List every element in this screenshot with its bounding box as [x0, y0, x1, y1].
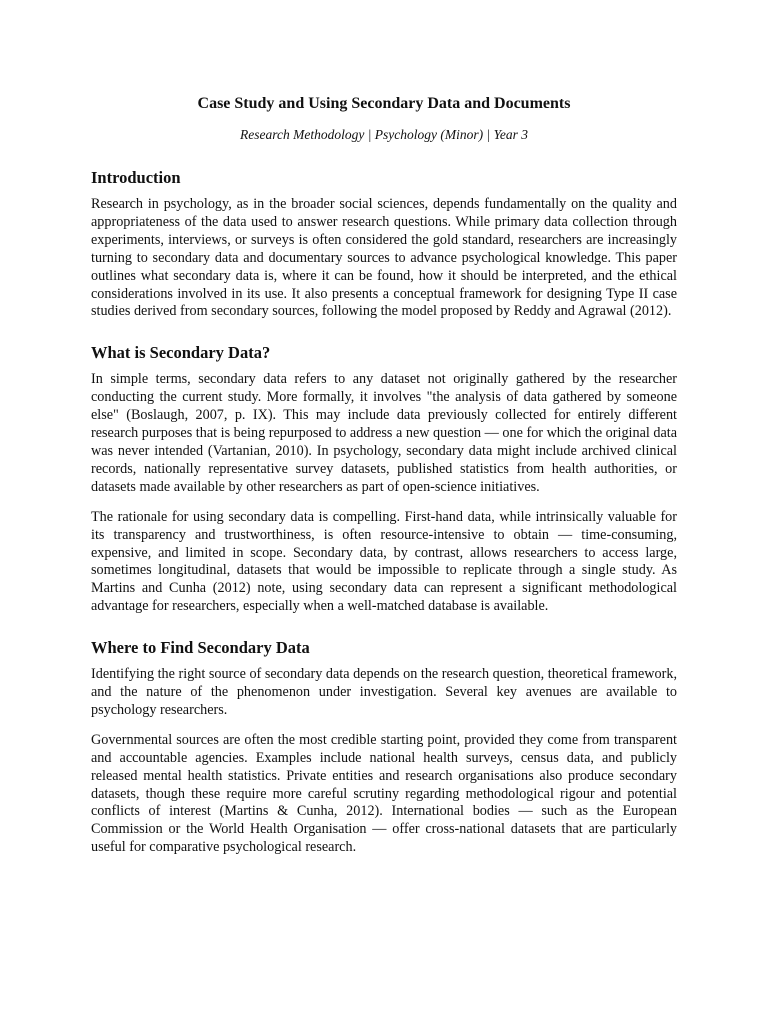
section-what-is-secondary-data — [91, 343, 677, 616]
paragraph: The rationale for using secondary data is compelling. First-hand data, while intrinsically valuable for its transparency and trustworthiness, is often resource-intensive to obtain — time-consuming, expensive, and limited in scope. Secondary data, by contrast, allows researchers to access large, sometimes longitudinal, datasets that would be impossible to replicate through a single study. As Martins and Cunha (2012) note, using secondary data can represent a significant methodological advantage for researchers, especially when a well-matched database is available. — [91, 508, 677, 615]
section-heading-where-to-find-secondary-data: Where to Find Secondary Data — [91, 638, 310, 658]
section-where-to-find-secondary-data — [91, 638, 677, 857]
paragraph: Research in psychology, as in the broader social sciences, depends fundamentally on the quality and appropriateness of the data used to answer research questions. While primary data collection through experiments, interviews, or surveys is often considered the gold standard, researchers are increasingly turning to secondary data and documentary sources to advance psychological knowledge. This paper outlines what secondary data is, where it can be found, how it should be interpreted, and the ethical considerations involved in its use. It also presents a conceptual framework for designing Type II case studies derived from secondary sources, following the model proposed by Reddy and Agrawal (2012). — [91, 196, 677, 320]
paragraph: Governmental sources are often the most credible starting point, provided they come from transparent and accountable agencies. Examples include national health surveys, census data, and publicly released mental health statistics. Private entities and research organisations also produce secondary datasets, though these require more careful scrutiny regarding methodological rigour and potential conflicts of interest (Martins & Cunha, 2012). International bodies — such as the European Commission or the World Health Organisation — offer cross-national datasets that are particularly useful for comparative psychological research. — [91, 731, 677, 856]
document-subtitle: Research Methodology | Psychology (Minor) | Year 3 — [240, 127, 528, 142]
section-heading-what-is-secondary-data: What is Secondary Data? — [91, 343, 271, 363]
paragraph: Identifying the right source of secondary data depends on the research question, theoretical framework, and the nature of the phenomenon under investigation. Several key avenues are available to psychology researchers. — [91, 666, 677, 718]
paragraph: In simple terms, secondary data refers to any dataset not originally gathered by the researcher conducting the current study. More formally, it involves "the analysis of data gathered by someone else" (Boslaugh, 2007, p. IX). This may include data previously collected for entirely different research purposes that is being repurposed to address a new question — one for which the original data was never intended (Vartanian, 2010). In psychology, secondary data might include archived clinical records, nationally representative survey datasets, published statistics from health authorities, or datasets made available by other researchers as part of open-science initiatives. — [91, 371, 677, 495]
document-title: Case Study and Using Secondary Data and Documents — [197, 95, 571, 112]
section-introduction — [91, 168, 677, 321]
section-heading-introduction: Introduction — [91, 168, 181, 187]
